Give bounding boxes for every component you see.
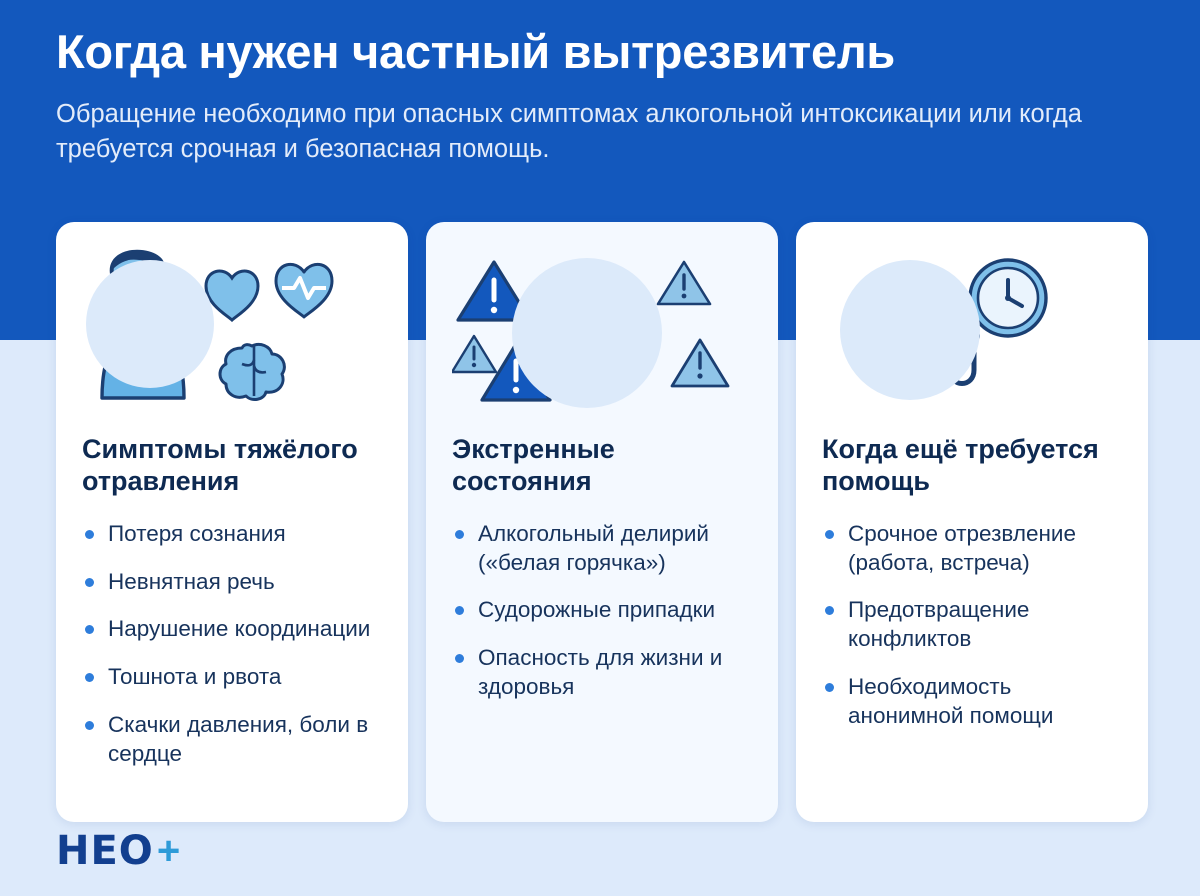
card-emergency-states [426,222,778,822]
card-1-illustration [82,248,382,433]
page-title: Когда нужен частный вытрезвитель [56,25,896,78]
card-3-title: Когда ещё требуется помощь [822,434,1099,497]
list-item: Нарушение координации [82,615,382,644]
list-item: Невнятная речь [82,568,382,597]
brain-icon [220,344,284,399]
decorative-blob [840,260,980,400]
cards-container [56,222,1146,822]
list-item: Срочное отрезвление (работа, встреча) [822,520,1122,578]
list-item: Судорожные припадки [452,596,752,625]
warning-triangle-icon [672,340,728,386]
list-item: Скачки давления, боли в сердце [82,711,382,769]
list-item: Предотвращение конфликтов [822,596,1122,654]
decorative-blob [512,258,662,408]
card-2-illustration [452,248,752,433]
list-item: Потеря сознания [82,520,382,549]
decorative-blob [86,260,214,388]
list-item: Алкогольный делирий («белая горячка») [452,520,752,578]
heartbeat-icon [276,264,332,317]
brand-logo [56,828,180,874]
card-other-help [796,222,1148,822]
warning-triangle-icon [452,336,496,372]
page-subtitle: Обращение необходимо при опасных симптомах алкогольной интоксикации или когда требуется срочная и безопасная помощь. [56,99,1082,163]
list-item: Опасность для жизни и здоровья [452,644,752,702]
card-severe-poisoning [56,222,408,822]
clock-icon [970,260,1046,336]
card-1-list [82,520,382,788]
logo-text: НЕО [56,828,154,874]
card-3-list [822,520,1122,750]
warning-triangle-icon [658,262,710,304]
card-2-title: Экстренные состояния [452,434,615,497]
list-item: Тошнота и рвота [82,663,382,692]
list-item: Необходимость анонимной помощи [822,673,1122,731]
card-1-title: Симптомы тяжёлого отравления [82,434,358,497]
card-3-illustration [822,248,1122,433]
heart-icon [206,271,258,320]
card-2-list [452,520,752,721]
logo-plus-icon: + [156,829,181,873]
